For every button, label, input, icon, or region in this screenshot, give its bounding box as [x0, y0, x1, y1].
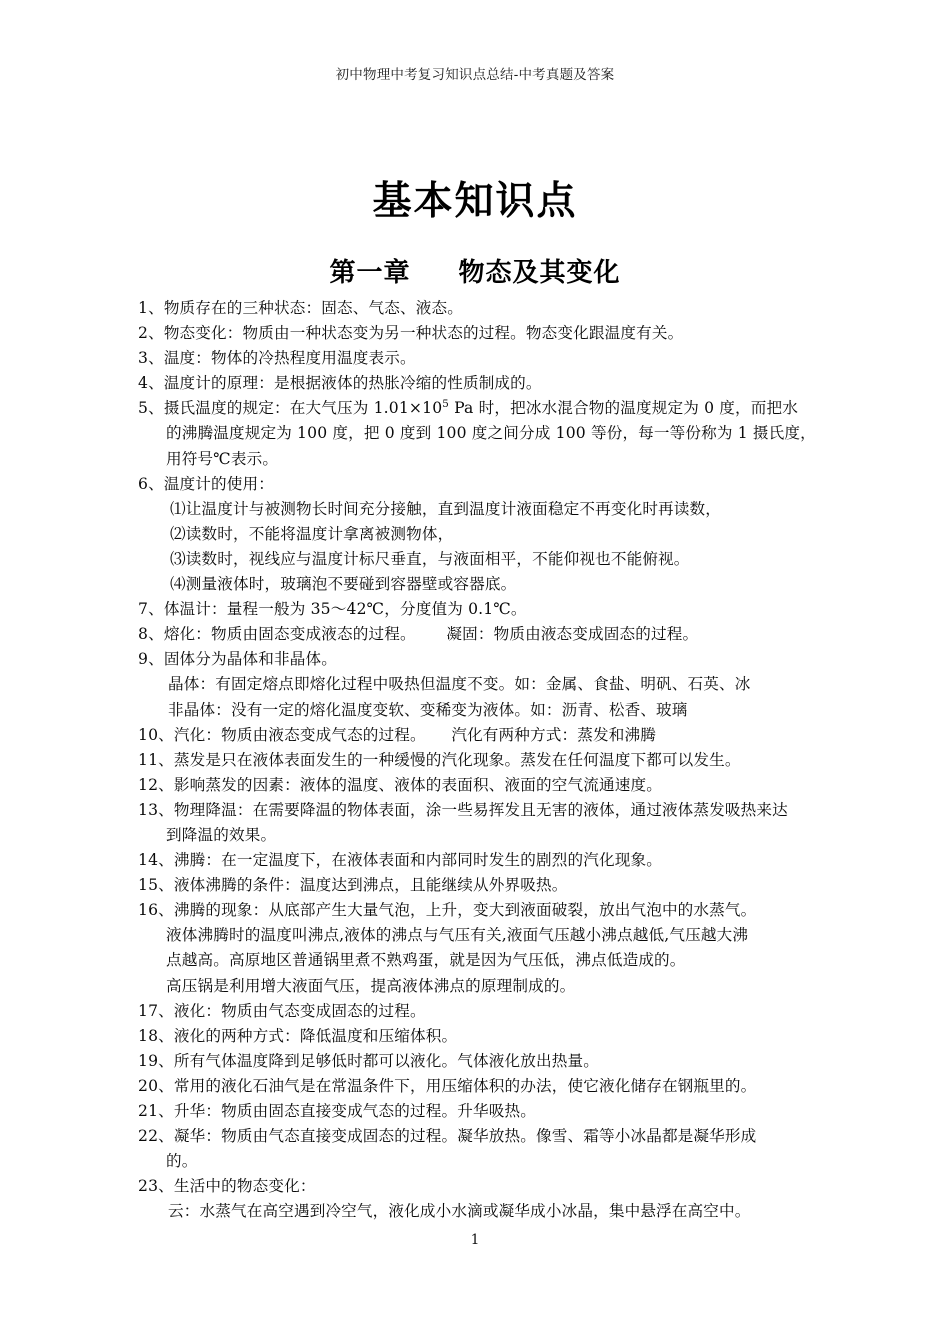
- knowledge-point-line: 晶体：有固定熔点即熔化过程中吸热但温度不变。如：金属、食盐、明矾、石英、冰: [168, 675, 751, 694]
- knowledge-point-line: 1、物质存在的三种状态：固态、气态、液态。: [138, 299, 463, 317]
- knowledge-point-line: 21、升华：物质由固态直接变成气态的过程。升华吸热。: [138, 1102, 536, 1120]
- knowledge-point-line: 2、物态变化：物质由一种状态变为另一种状态的过程。物态变化跟温度有关。: [138, 324, 684, 343]
- knowledge-point-line: ⑵读数时，不能将温度计拿离被测物体，: [170, 524, 454, 543]
- knowledge-point-line: 4、温度计的原理：是根据液体的热胀冷缩的性质制成的。: [138, 374, 542, 393]
- page-number: 1: [470, 1232, 480, 1248]
- knowledge-point-line: 的沸腾温度规定为 100 度，把 0 度到 100 度之间分成 100 等份，每一等份称为 1 摄氏度，: [166, 424, 816, 443]
- chapter-name: 物态及其变化: [458, 257, 621, 288]
- knowledge-point-line: 16、沸腾的现象：从底部产生大量气泡，上升，变大到液面破裂，放出气泡中的水蒸气。: [138, 901, 757, 920]
- knowledge-point-line: 11、蒸发是只在液体表面发生的一种缓慢的汽化现象。蒸发在任何温度下都可以发生。: [138, 750, 741, 769]
- knowledge-point-line: 5、摄氏温度的规定：在大气压为 $1.01\times 10^5$ Pa 时，把冰水混合物的温度规定为 0 度，而把水: [138, 398, 799, 418]
- knowledge-point-line: 8、熔化：物质由固态变成液态的过程。 凝固：物质由液态变成固态的过程。: [138, 625, 699, 644]
- knowledge-point-line: 3、温度：物体的冷热程度用温度表示。: [138, 349, 416, 368]
- knowledge-point-line: 非晶体：没有一定的熔化温度变软、变稀变为液体。如：沥青、松香、玻璃: [168, 700, 688, 719]
- knowledge-point-line: ⑷测量液体时，玻璃泡不要碰到容器壁或容器底。: [170, 575, 517, 594]
- knowledge-point-line: 18、液化的两种方式：降低温度和压缩体积。: [138, 1026, 458, 1045]
- knowledge-point-line: ⑶读数时，视线应与温度计标尺垂直，与液面相平，不能仰视也不能俯视。: [170, 549, 690, 568]
- knowledge-point-line: 到降温的效果。: [166, 825, 277, 844]
- knowledge-point-line: 6、温度计的使用：: [138, 474, 275, 493]
- knowledge-point-line: 20、常用的液化石油气是在常温条件下，用压缩体积的办法，使它液化储存在钢瓶里的。: [138, 1076, 757, 1095]
- document-running-header: 初中物理中考复习知识点总结-中考真题及答案: [335, 67, 615, 83]
- knowledge-point-list: [138, 296, 828, 1224]
- knowledge-point-line: 点越高。高原地区普通锅里煮不熟鸡蛋，就是因为气压低，沸点低造成的。: [166, 951, 686, 970]
- chapter-heading: [0, 256, 950, 290]
- knowledge-point-line: 的。: [166, 1152, 198, 1171]
- knowledge-point-line: 15、液体沸腾的条件：温度达到沸点，且能继续从外界吸热。: [138, 876, 568, 895]
- knowledge-point-line: 高压锅是利用增大液面气压，提高液体沸点的原理制成的。: [166, 976, 576, 995]
- knowledge-point-line: 10、汽化：物质由液态变成气态的过程。 汽化有两种方式：蒸发和沸腾: [138, 725, 656, 744]
- knowledge-point-line: 云：水蒸气在高空遇到冷空气，液化成小水滴或凝华成小冰晶，集中悬浮在高空中。: [168, 1202, 751, 1221]
- knowledge-point-line: 液体沸腾时的温度叫沸点,液体的沸点与气压有关,液面气压越小沸点越低,气压越大沸: [166, 926, 749, 945]
- knowledge-point-line: 22、凝华：物质由气态直接变成固态的过程。凝华放热。像雪、霜等小冰晶都是凝华形成: [138, 1127, 757, 1146]
- knowledge-point-line: 23、生活中的物态变化：: [138, 1177, 316, 1196]
- page-title: 基本知识点: [372, 178, 578, 225]
- knowledge-point-line: 13、物理降温：在需要降温的物体表面，涂一些易挥发且无害的液体，通过液体蒸发吸热来达: [138, 800, 788, 819]
- chapter-number: 第一章: [329, 257, 411, 288]
- knowledge-point-line: ⑴让温度计与被测物长时间充分接触，直到温度计液面稳定不再变化时再读数，: [170, 499, 722, 518]
- knowledge-point-line: 7、体温计：量程一般为 35～42℃，分度值为 0.1℃。: [138, 600, 527, 619]
- knowledge-point-line: 17、液化：物质由气态变成固态的过程。: [138, 1001, 426, 1020]
- knowledge-point-line: 14、沸腾：在一定温度下，在液体表面和内部同时发生的剧烈的汽化现象。: [138, 851, 662, 870]
- knowledge-point-line: 12、影响蒸发的因素：液体的温度、液体的表面积、液面的空气流通速度。: [138, 775, 662, 794]
- knowledge-point-line: 9、固体分为晶体和非晶体。: [138, 650, 337, 669]
- knowledge-point-line: 19、所有气体温度降到足够低时都可以液化。气体液化放出热量。: [138, 1051, 599, 1070]
- knowledge-point-line: 用符号℃表示。: [166, 449, 279, 468]
